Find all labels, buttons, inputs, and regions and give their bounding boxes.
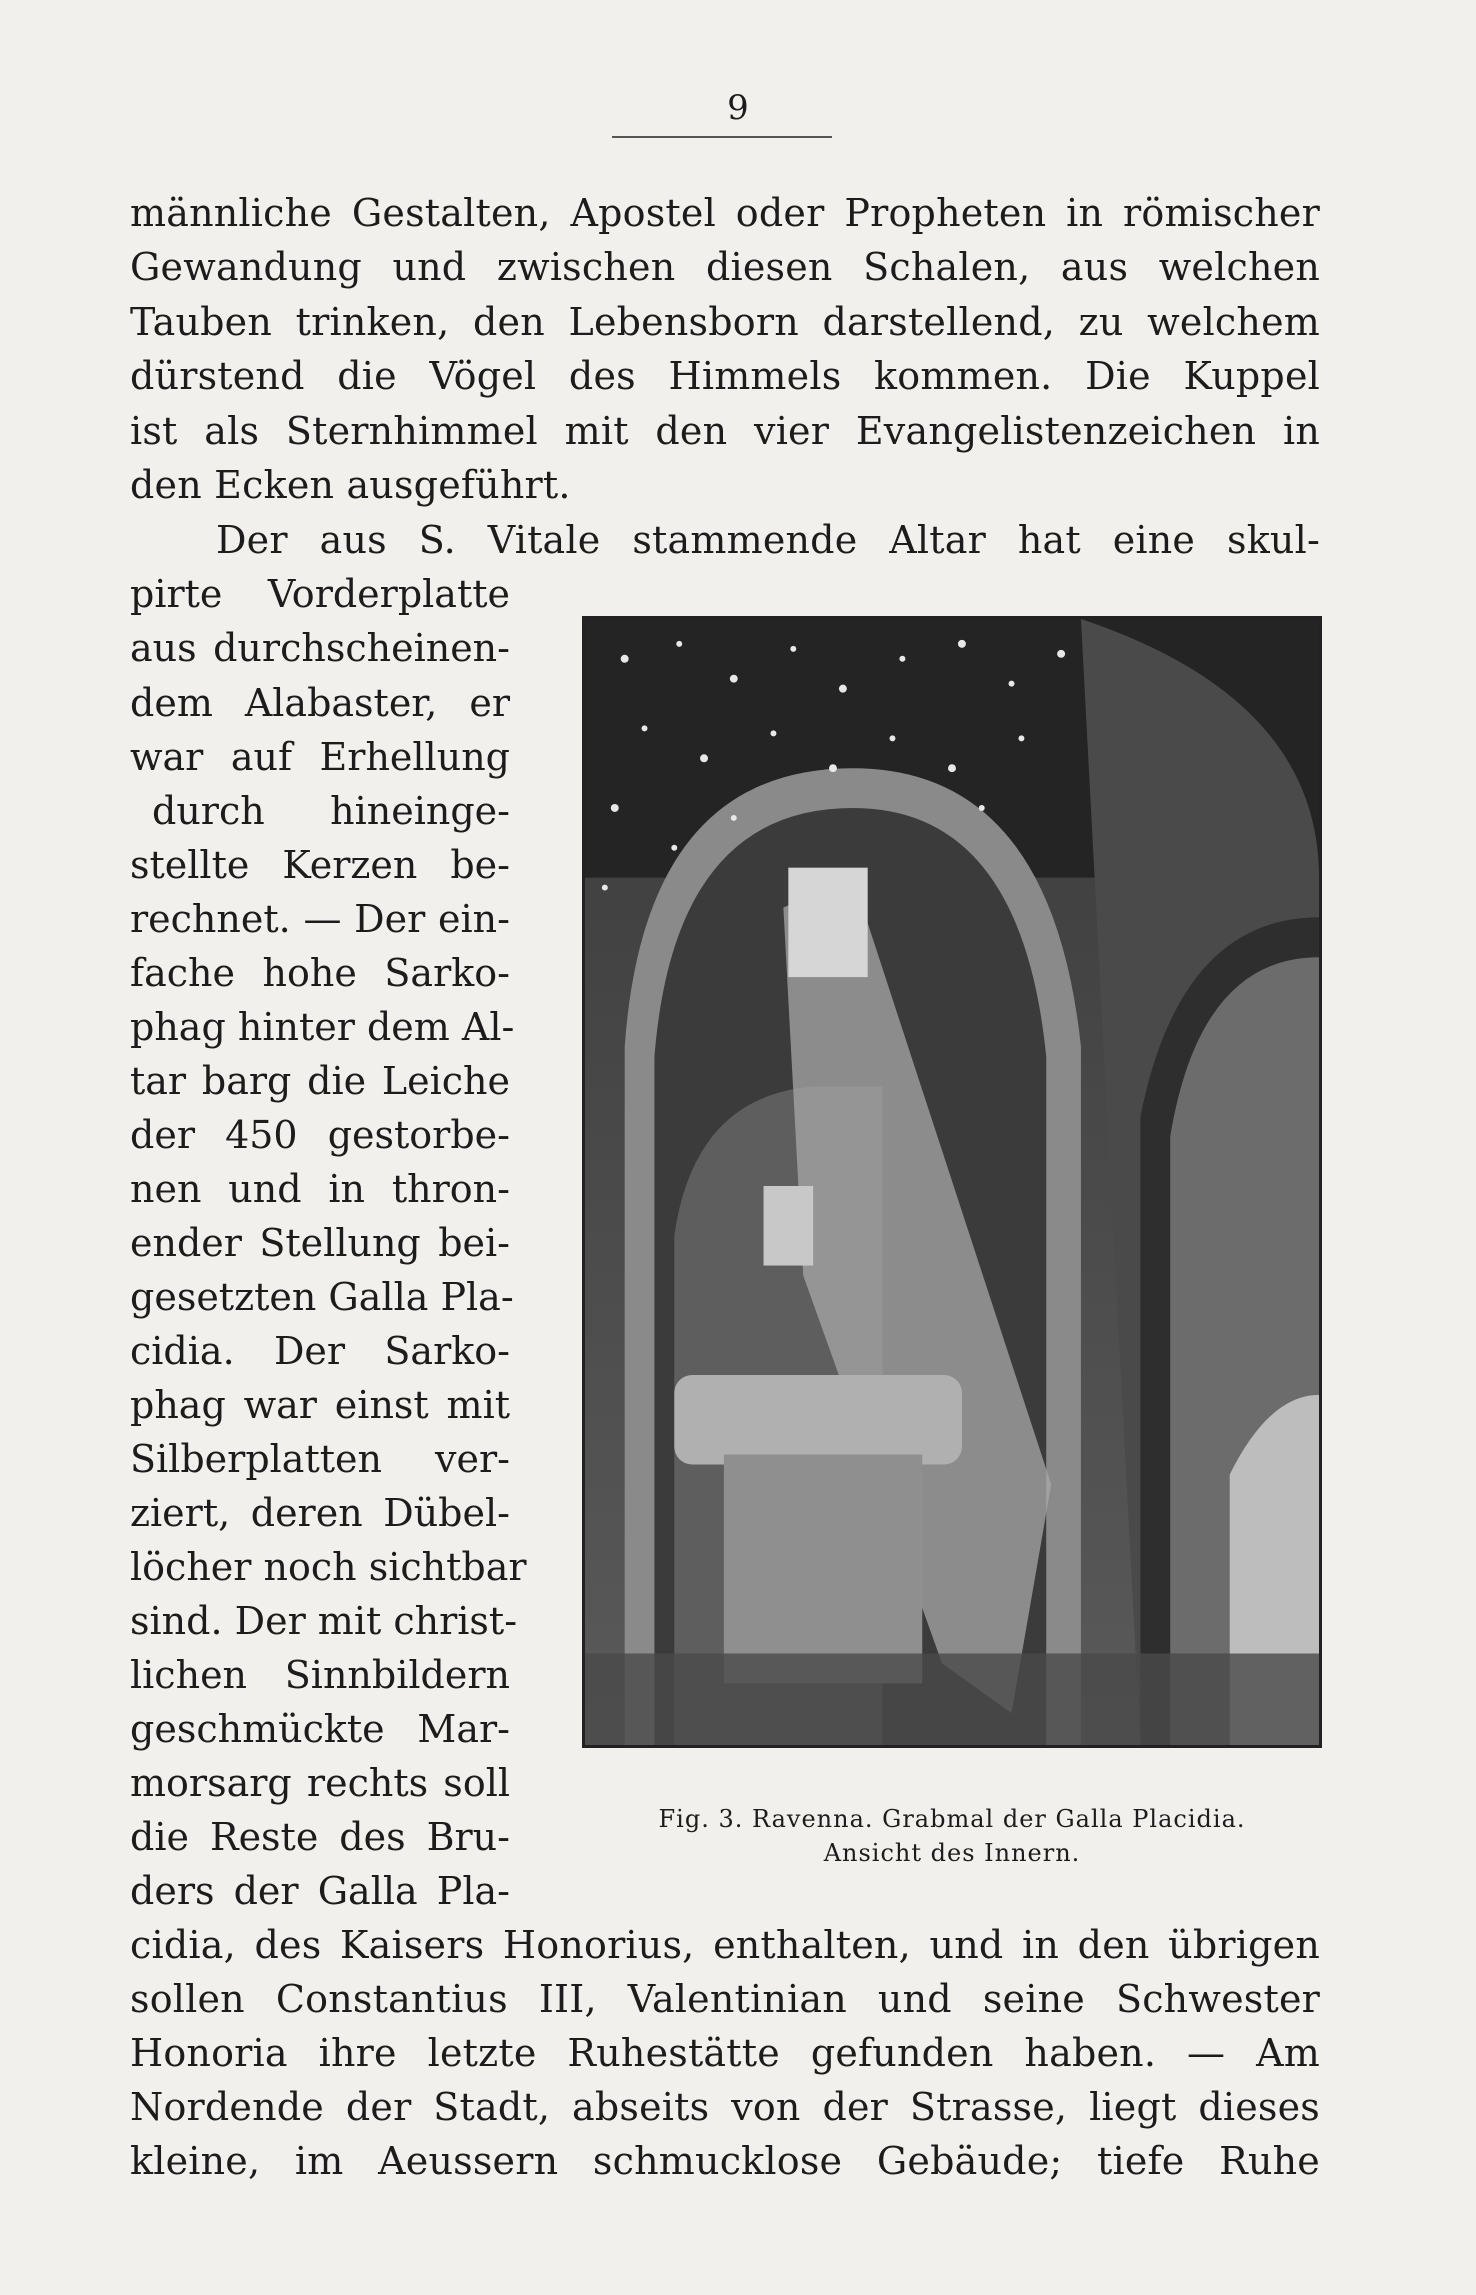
text-line: ders der Galla Pla- bbox=[130, 1869, 510, 1913]
text-line: Tauben trinken, den Lebensborn darstellend, zu welchem bbox=[130, 300, 1320, 344]
text-line: der 450 gestorbe- bbox=[130, 1113, 510, 1157]
text-line: löcher noch sichtbar bbox=[130, 1545, 527, 1589]
text-line: männliche Gestalten, Apostel oder Propheten in römischer bbox=[130, 191, 1320, 235]
text-line: stellte Kerzen be- bbox=[130, 843, 510, 887]
text-line: Gewandung und zwischen diesen Schalen, aus welchen bbox=[130, 245, 1320, 289]
text-line: sind. Der mit christ- bbox=[130, 1599, 518, 1643]
text-line: dem Alabaster, er bbox=[130, 681, 510, 725]
page-number: 9 bbox=[727, 88, 749, 128]
figure-illustration bbox=[582, 616, 1322, 1748]
text-line: die Reste des Bru- bbox=[130, 1815, 510, 1859]
text-line: morsarg rechts soll bbox=[130, 1761, 510, 1805]
text-line: pirte Vorderplatte bbox=[130, 572, 510, 616]
text-line: ziert, deren Dübel- bbox=[130, 1491, 510, 1535]
text-line: Nordende der Stadt, abseits von der Strasse, liegt dieses bbox=[130, 2085, 1320, 2129]
text-line: rechnet. — Der ein- bbox=[130, 897, 510, 941]
text-line: den Ecken ausgeführt. bbox=[130, 463, 571, 507]
text-line: sollen Constantius III, Valentinian und seine Schwester bbox=[130, 1977, 1320, 2021]
text-line: war auf Erhellung bbox=[130, 735, 510, 779]
text-line: Honoria ihre letzte Ruhestätte gefunden haben. — Am bbox=[130, 2031, 1320, 2075]
text-line: nen und in thron- bbox=[130, 1167, 510, 1211]
text-line: dürstend die Vögel des Himmels kommen. Die Kuppel bbox=[130, 354, 1320, 398]
text-line: ist als Sternhimmel mit den vier Evangelistenzeichen in bbox=[130, 409, 1320, 453]
text-line: gesetzten Galla Pla- bbox=[130, 1275, 514, 1319]
text-line: fache hohe Sarko- bbox=[130, 951, 510, 995]
text-line: geschmückte Mar- bbox=[130, 1707, 510, 1751]
text-line: phag hinter dem Al- bbox=[130, 1005, 515, 1049]
text-line: Der aus S. Vitale stammende Altar hat eine skul- bbox=[216, 518, 1320, 562]
text-line: aus durchscheinen- bbox=[130, 626, 510, 670]
text-line: kleine, im Aeussern schmucklose Gebäude; tiefe Ruhe bbox=[130, 2139, 1320, 2183]
text-line: durch hineinge- bbox=[152, 789, 510, 833]
text-line: tar barg die Leiche bbox=[130, 1059, 510, 1103]
text-line: phag war einst mit bbox=[130, 1383, 510, 1427]
text-line: cidia, des Kaisers Honorius, enthalten, und in den übrigen bbox=[130, 1923, 1320, 1967]
text-line: Silberplatten ver- bbox=[130, 1437, 510, 1481]
mausoleum-interior-illustration bbox=[585, 619, 1319, 1745]
text-line: lichen Sinnbildern bbox=[130, 1653, 510, 1697]
figure-caption: Fig. 3. Ravenna. Grabmal der Galla Placidia. bbox=[658, 1805, 1246, 1833]
text-line: cidia. Der Sarko- bbox=[130, 1329, 510, 1373]
text-line: ender Stellung bei- bbox=[130, 1221, 510, 1265]
figure-caption-subtitle: Ansicht des Innern. bbox=[823, 1839, 1081, 1867]
page-number-rule bbox=[612, 136, 832, 138]
